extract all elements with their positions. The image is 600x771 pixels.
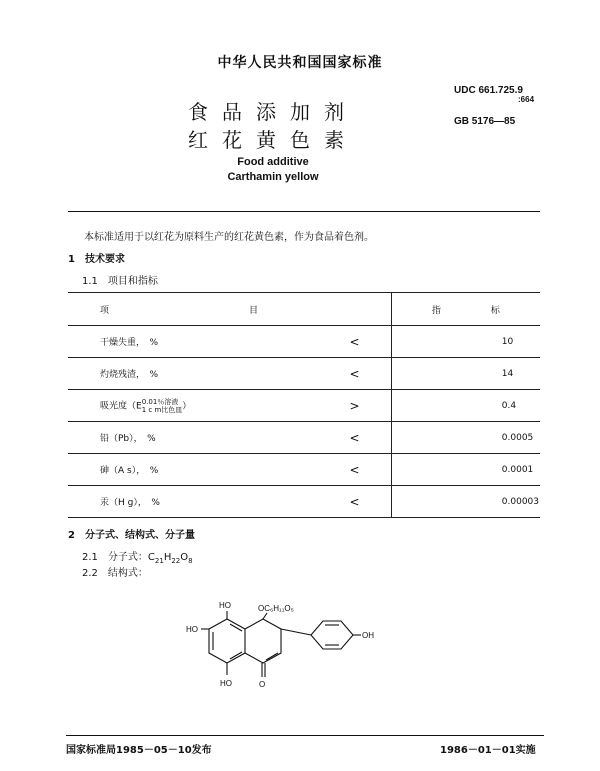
national-standard-title: 中华人民共和国国家标准 xyxy=(217,55,383,71)
row-operator: < xyxy=(318,454,391,486)
ho-bottom-label: HO xyxy=(220,679,232,688)
ring-c xyxy=(245,619,281,663)
glycoside-label: OC₆H₁₁O₅ xyxy=(258,604,294,613)
udc-code-suffix: :664 xyxy=(518,95,535,104)
issue-date: 国家标准局1985－05－10发布 xyxy=(66,745,212,756)
row-operator: < xyxy=(318,422,391,454)
header-divider xyxy=(68,211,540,212)
carbonyl-label: O xyxy=(259,680,266,689)
ho-top-label: HO xyxy=(219,601,231,610)
header-index: 指 标 xyxy=(391,293,540,326)
intro-paragraph: 本标准适用于以红花为原料生产的红花黄色素，作为食品着色剂。 xyxy=(84,232,374,243)
row-item: 铅（Pb）， % xyxy=(68,422,318,454)
section1-heading: 1 技术要求 xyxy=(68,254,125,265)
header-item: 项 目 xyxy=(68,293,391,326)
structural-formula xyxy=(175,595,405,705)
table-row xyxy=(68,486,540,518)
section2-heading: 2 分子式、结构式、分子量 xyxy=(68,530,195,541)
effective-date: 1986－01－01实施 xyxy=(440,745,536,756)
section2-2: 2.2 结构式： xyxy=(82,568,148,579)
table-header-row xyxy=(68,293,540,326)
table-row xyxy=(68,422,540,454)
row-operator: > xyxy=(318,390,391,422)
table-row xyxy=(68,326,540,358)
title-cn-line2: 红花黄色素 xyxy=(188,128,358,152)
ho-left-label: HO xyxy=(186,625,198,634)
requirements-table xyxy=(68,292,540,518)
row-operator: < xyxy=(318,486,391,518)
row-value: 14 xyxy=(391,358,540,390)
row-item: 干燥失重， % xyxy=(68,326,318,358)
footer-divider xyxy=(66,735,544,736)
row-value: 0.0001 xyxy=(391,454,540,486)
row-value: 0.00003 xyxy=(391,486,540,518)
row-value: 0.4 xyxy=(391,390,540,422)
molecular-formula: $C_{21}H_{22}O_8$ xyxy=(147,552,193,565)
oh-right-label: OH xyxy=(362,631,374,640)
title-en-line2: Carthamin yellow xyxy=(227,171,319,183)
row-operator: < xyxy=(318,358,391,390)
title-en-line1: Food additive xyxy=(237,156,309,168)
table-row xyxy=(68,390,540,422)
row-item: 汞（H g）， % xyxy=(68,486,318,518)
ring-a xyxy=(209,619,245,663)
table-row xyxy=(68,454,540,486)
section2-1: 2.1 分子式：$C_{21}H_{22}O_8$ xyxy=(82,552,193,565)
section1-1-heading: 1.1 项目和指标 xyxy=(82,276,158,287)
row-item: 灼烧残渣， % xyxy=(68,358,318,390)
row-operator: < xyxy=(318,326,391,358)
table-row xyxy=(68,358,540,390)
title-cn-line1: 食品添加剂 xyxy=(188,100,358,124)
row-value: 0.0005 xyxy=(391,422,540,454)
row-value: 10 xyxy=(391,326,540,358)
udc-code: UDC 661.725.9 xyxy=(454,85,523,96)
gb-number: GB 5176—85 xyxy=(454,116,516,127)
row-item-absorbance: 吸光度（E 0.01％溶液 1 c m比色皿 ） xyxy=(68,390,318,422)
row-item: 砷（A s）， % xyxy=(68,454,318,486)
